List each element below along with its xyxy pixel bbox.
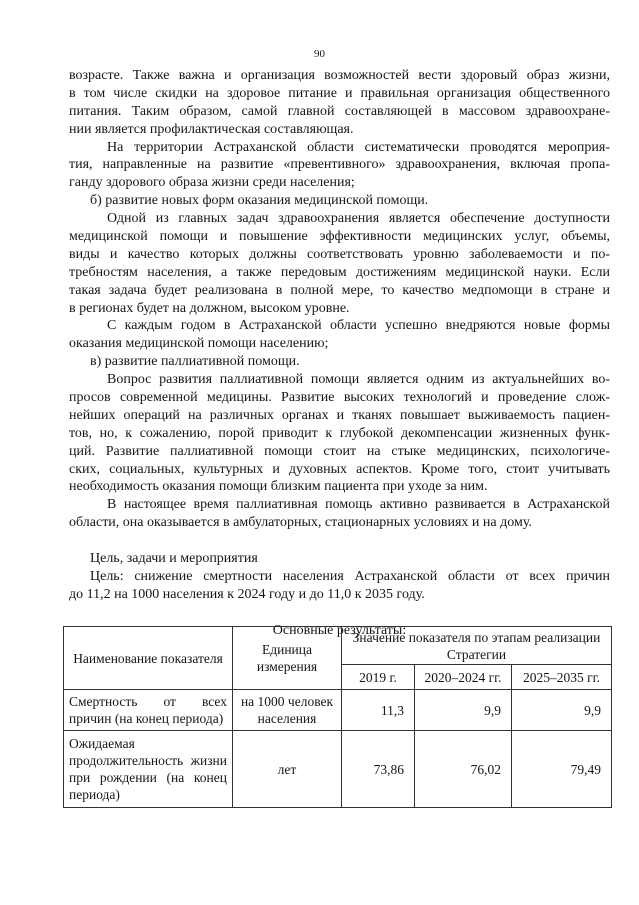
paragraph <box>69 210 610 317</box>
text-line: оказания медицинской помощи населению; <box>69 336 329 352</box>
text-line: возрасте. Также важна и организация возможностей вести здоровый образ жизни, <box>69 68 610 83</box>
results-title: Основные результаты: <box>272 622 407 638</box>
text-line: На территории Астраханской области систематически проводятся мероприя- <box>107 139 610 155</box>
text-line: такая задача будет реализована в полной мере, то качество медпомощи в стране и <box>69 282 610 298</box>
value-cell: 9,9 <box>415 690 512 731</box>
text-line: нейших операций на различных органах и тканях повышает выживаемость пациен- <box>69 407 610 423</box>
unit-cell: лет <box>233 731 342 808</box>
header-values-group: Значение показателя по этапам реализации Стратегии <box>342 627 612 665</box>
results-table <box>63 626 612 808</box>
text-line: Одной из главных задач здравоохранения является обеспечение доступности <box>107 211 610 227</box>
text-line: медицинской помощи и повышение эффективности медицинских услуг, объемы, <box>69 229 610 245</box>
paragraph <box>69 192 610 210</box>
page-number: 90 <box>314 48 325 60</box>
header-unit: Единица измерения <box>233 627 342 690</box>
text-line: в регионах будет на должном, высоком уровне. <box>69 300 350 316</box>
text-line: виды и качество которых должны соответствовать уровню заболеваемости и по- <box>69 246 610 262</box>
indicator-cell: Смертность от всех причин (на конец периода) <box>64 690 233 731</box>
table-row <box>64 731 612 808</box>
text-line: в) развитие паллиативной помощи. <box>90 354 300 370</box>
header-period: 2025–2035 гг. <box>512 665 612 690</box>
paragraph <box>69 496 610 532</box>
goal-line: Цель: снижение смертности населения Астраханской области от всех причин <box>90 569 610 585</box>
paragraph <box>69 353 610 371</box>
value-cell: 76,02 <box>415 731 512 808</box>
text-line: б) развитие новых форм оказания медицинской помощи. <box>90 193 429 209</box>
table-header-row <box>64 627 612 665</box>
text-line: нии является профилактическая составляющая. <box>69 121 354 137</box>
text-line: в том числе скидки на здоровое питание и правильная организация общественного <box>69 85 610 101</box>
text-line: питания. Таким образом, самой главной составляющей в массовом здравоохране- <box>69 103 610 119</box>
text-line: тия, направленные на развитие «превентивного» здравоохранения, включая пропа- <box>69 157 610 173</box>
text-line: ций. Развитие паллиативной помощи стоит на стыке медицинских, психологиче- <box>69 443 610 459</box>
header-period: 2019 г. <box>342 665 415 690</box>
text-line: тов, но, к сожалению, порой приводит к глубокой декомпенсации жизненных функ- <box>69 425 610 441</box>
table-row <box>64 690 612 731</box>
header-period: 2020–2024 гг. <box>415 665 512 690</box>
text-line: Вопрос развития паллиативной помощи является одним из актуальнейших во- <box>107 372 610 388</box>
goal-line: до 11,2 на 1000 населения к 2024 году и до 11,0 к 2035 году. <box>69 586 425 602</box>
text-line: С каждым годом в Астраханской области успешно внедряются новые формы <box>107 318 610 334</box>
text-line: необходимость оказания помощи близким пациента при уходе за ним. <box>69 479 488 495</box>
header-indicator: Наименование показателя <box>64 627 233 690</box>
text-line: В настоящее время паллиативная помощь активно развивается в Астраханской <box>107 497 610 513</box>
indicator-cell: Ожидаемая продолжительность жизни при рождении (на конец периода) <box>64 731 233 808</box>
paragraph <box>69 371 610 496</box>
text-line: требностям населения, а также передовым достижениям медицинской науки. Если <box>69 264 610 280</box>
value-cell: 73,86 <box>342 731 415 808</box>
text-line: области, она оказывается в амбулаторных, стационарных условиях и на дому. <box>69 515 532 531</box>
value-cell: 11,3 <box>342 690 415 731</box>
section-heading: Цель, задачи и мероприятия <box>90 551 258 567</box>
document-body <box>69 67 610 640</box>
paragraph <box>69 67 610 139</box>
value-cell: 79,49 <box>512 731 612 808</box>
text-line: ганду здорового образа жизни среди населения; <box>69 175 355 191</box>
paragraph <box>69 317 610 353</box>
text-line: ских, социальных, культурных и духовных аспектов. Кроме того, стоит учитывать <box>69 461 610 477</box>
value-cell: 9,9 <box>512 690 612 731</box>
spacer <box>69 604 610 622</box>
spacer <box>69 532 610 550</box>
unit-cell: на 1000 человек населения <box>233 690 342 731</box>
text-line: просов современной медицины. Развитие высоких технологий и проведение слож- <box>69 390 610 406</box>
paragraph <box>69 139 610 193</box>
